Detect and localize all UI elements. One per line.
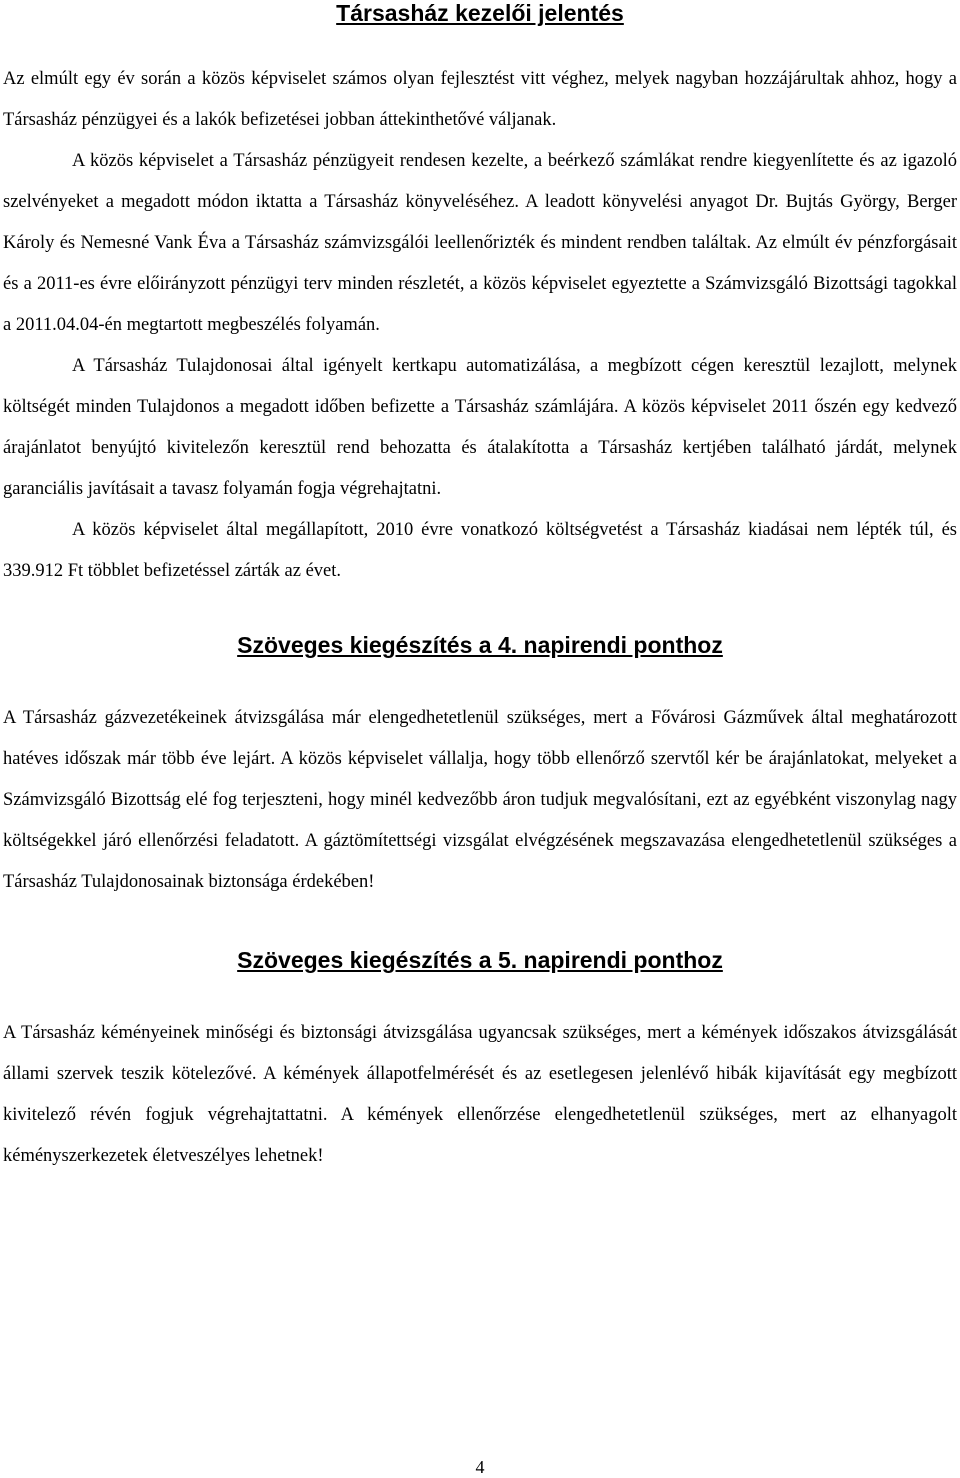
section-4-heading: Szöveges kiegészítés a 4. napirendi ponthoz (237, 632, 723, 658)
intro-paragraph-2: A közös képviselet a Társasház pénzügyeit rendesen kezelte, a beérkező számlákat rendre kiegyenlítette és az igazoló szelvényeket a megadott módon iktatta a Társasház könyveléséhez. A leadott könyvelési anyagot Dr. Bujtás György, Berger Károly és Nemesné Vank Éva a Társasház számvizsgálói leellenőrizték és mindent rendben találtak. Az elmúlt év pénzforgásait és a 2011-es évre előirányzott pénzügyi terv minden részletét, a közös képviselet egyeztette a Számvizsgáló Bizottsági tagokkal a 2011.04.04-én megtartott megbeszélés folyamán. (3, 151, 957, 335)
document-page (3, 0, 957, 1177)
page-number: 4 (475, 1457, 485, 1477)
section-5-paragraph: A Társasház kéményeinek minőségi és biztonsági átvizsgálása ugyancsak szükséges, mert a kémények időszakos átvizsgálását állami szervek teszik kötelezővé. A kémények állapotfelmérését és az esetlegesen jelenlévő hibák kijavítását egy megbízott kivitelező révén fogjuk végrehajtattatni. A kémények ellenőrzése elengedhetetlenül szükséges, mert az elhanyagolt kéményszerkezetek életveszélyes lehetnek! (3, 1023, 957, 1166)
section-5-heading: Szöveges kiegészítés a 5. napirendi ponthoz (237, 947, 723, 973)
document-title: Társasház kezelői jelentés (336, 0, 624, 26)
section-4-paragraph: A Társasház gázvezetékeinek átvizsgálása már elengedhetetlenül szükséges, mert a Fővárosi Gázművek által meghatározott hatéves időszak már több éve lejárt. A közös képviselet vállalja, hogy több ellenőrző szervtől kér be árajánlatokat, melyeket a Számvizsgáló Bizottság elé fog terjeszteni, hogy minél kedvezőbb áron tudjuk megvalósítani, ezt az egyébként viszonylag nagy költségekkel járó ellenőrzési feladatott. A gáztömítettségi vizsgálat elvégzésének megszavazása elengedhetetlenül szükséges a Társasház Tulajdonosainak biztonsága érdekében! (3, 708, 957, 892)
intro-paragraph-1: Az elmúlt egy év során a közös képviselet számos olyan fejlesztést vitt véghez, melyek nagyban hozzájárultak ahhoz, hogy a Társasház pénzügyei és a lakók befizetései jobban áttekinthetővé váljanak. (3, 69, 957, 130)
intro-paragraph-4: A közös képviselet által megállapított, 2010 évre vonatkozó költségvetést a Társasház kiadásai nem lépték túl, és 339.912 Ft többlet befizetéssel zárták az évet. (3, 520, 957, 581)
intro-paragraph-3: A Társasház Tulajdonosai által igényelt kertkapu automatizálása, a megbízott cégen keresztül lezajlott, melynek költségét minden Tulajdonos a megadott időben befizette a Társasház számlájára. A közös képviselet 2011 őszén egy kedvező árajánlatot benyújtó kivitelezőn keresztül rend behozatta és átalakította a Társasház kertjében található járdát, melynek garanciális javításait a tavasz folyamán fogja végrehajtatni. (3, 356, 957, 499)
